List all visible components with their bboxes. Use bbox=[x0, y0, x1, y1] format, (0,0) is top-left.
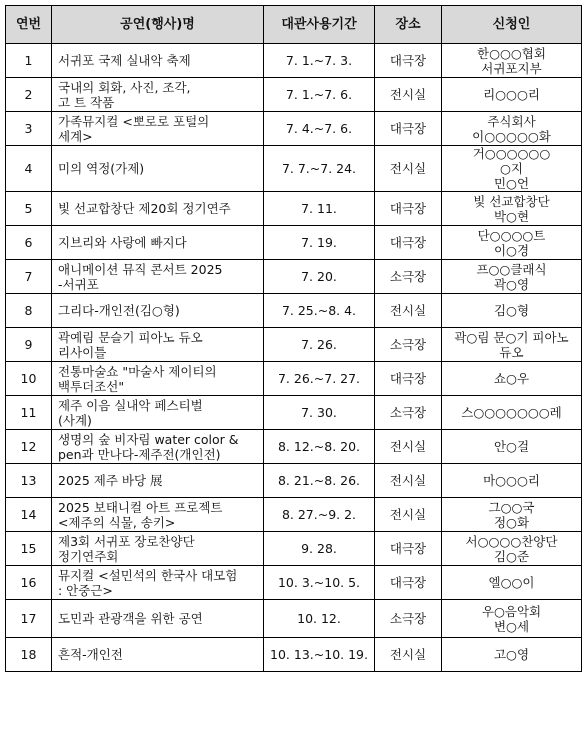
row-number-cell: 6 bbox=[6, 226, 52, 260]
event-title-cell: 그리다-개인전(김○형) bbox=[52, 294, 264, 328]
header-venue: 장소 bbox=[375, 6, 442, 44]
header-title: 공연(행사)명 bbox=[52, 6, 264, 44]
row-number-cell: 7 bbox=[6, 260, 52, 294]
row-number-cell: 15 bbox=[6, 532, 52, 566]
table-row bbox=[6, 532, 582, 566]
table-row bbox=[6, 146, 582, 192]
applicant-cell: 빛 선교합창단 박○현 bbox=[442, 192, 582, 226]
event-title-cell: 제3회 서귀포 장로찬양단 정기연주회 bbox=[52, 532, 264, 566]
applicant-cell: 고○영 bbox=[442, 638, 582, 672]
rental-period-cell: 7. 26.~7. 27. bbox=[264, 362, 375, 396]
row-number-cell: 12 bbox=[6, 430, 52, 464]
event-title-cell: 도민과 관광객을 위한 공연 bbox=[52, 600, 264, 638]
venue-cell: 대극장 bbox=[375, 362, 442, 396]
table-row bbox=[6, 396, 582, 430]
row-number-cell: 18 bbox=[6, 638, 52, 672]
venue-cell: 대극장 bbox=[375, 44, 442, 78]
applicant-cell: 주식회사 이○○○○○화 bbox=[442, 112, 582, 146]
event-title-cell: 미의 역정(가제) bbox=[52, 146, 264, 192]
event-title-cell: 뮤지컬 <설민석의 한국사 대모험 : 안중근> bbox=[52, 566, 264, 600]
row-number-cell: 4 bbox=[6, 146, 52, 192]
event-title-cell: 2025 보태니컬 아트 프로젝트 <제주의 식물, 송키> bbox=[52, 498, 264, 532]
rental-schedule-table bbox=[5, 5, 582, 672]
venue-cell: 대극장 bbox=[375, 192, 442, 226]
rental-period-cell: 7. 11. bbox=[264, 192, 375, 226]
rental-period-cell: 7. 1.~7. 3. bbox=[264, 44, 375, 78]
rental-period-cell: 8. 27.~9. 2. bbox=[264, 498, 375, 532]
applicant-cell: 단○○○○트 이○경 bbox=[442, 226, 582, 260]
applicant-cell: 리○○○리 bbox=[442, 78, 582, 112]
applicant-cell: 안○걸 bbox=[442, 430, 582, 464]
rental-period-cell: 7. 4.~7. 6. bbox=[264, 112, 375, 146]
table-row bbox=[6, 566, 582, 600]
applicant-cell: 엘○○이 bbox=[442, 566, 582, 600]
venue-cell: 전시실 bbox=[375, 498, 442, 532]
rental-period-cell: 7. 20. bbox=[264, 260, 375, 294]
row-number-cell: 9 bbox=[6, 328, 52, 362]
applicant-cell: 곽○림 문○기 피아노 듀오 bbox=[442, 328, 582, 362]
table-row bbox=[6, 112, 582, 146]
venue-cell: 대극장 bbox=[375, 112, 442, 146]
rental-period-cell: 8. 12.~8. 20. bbox=[264, 430, 375, 464]
event-title-cell: 2025 제주 바당 展 bbox=[52, 464, 264, 498]
table-body bbox=[6, 44, 582, 672]
applicant-cell: 마○○○리 bbox=[442, 464, 582, 498]
table-row bbox=[6, 464, 582, 498]
applicant-cell: 서○○○○찬양단 김○준 bbox=[442, 532, 582, 566]
event-title-cell: 빛 선교합창단 제20회 정기연주 bbox=[52, 192, 264, 226]
venue-cell: 전시실 bbox=[375, 78, 442, 112]
rental-schedule-table-container bbox=[5, 5, 582, 672]
row-number-cell: 16 bbox=[6, 566, 52, 600]
row-number-cell: 14 bbox=[6, 498, 52, 532]
event-title-cell: 서귀포 국제 실내악 축제 bbox=[52, 44, 264, 78]
row-number-cell: 2 bbox=[6, 78, 52, 112]
venue-cell: 전시실 bbox=[375, 146, 442, 192]
rental-period-cell: 7. 30. bbox=[264, 396, 375, 430]
applicant-cell: 거○○○○○○ ○지 민○언 bbox=[442, 146, 582, 192]
rental-period-cell: 10. 3.~10. 5. bbox=[264, 566, 375, 600]
venue-cell: 전시실 bbox=[375, 464, 442, 498]
table-row bbox=[6, 192, 582, 226]
applicant-cell: 김○형 bbox=[442, 294, 582, 328]
venue-cell: 소극장 bbox=[375, 600, 442, 638]
venue-cell: 소극장 bbox=[375, 260, 442, 294]
table-row bbox=[6, 78, 582, 112]
rental-period-cell: 10. 13.~10. 19. bbox=[264, 638, 375, 672]
applicant-cell: 그○○국 정○화 bbox=[442, 498, 582, 532]
table-row bbox=[6, 294, 582, 328]
rental-period-cell: 7. 26. bbox=[264, 328, 375, 362]
table-row bbox=[6, 328, 582, 362]
applicant-cell: 쇼○우 bbox=[442, 362, 582, 396]
event-title-cell: 애니메이션 뮤직 콘서트 2025 -서귀포 bbox=[52, 260, 264, 294]
event-title-cell: 제주 이음 실내악 페스티벌 (사계) bbox=[52, 396, 264, 430]
event-title-cell: 전통마술쇼 "마술사 제이티의 백투더조선" bbox=[52, 362, 264, 396]
venue-cell: 대극장 bbox=[375, 532, 442, 566]
row-number-cell: 1 bbox=[6, 44, 52, 78]
table-row bbox=[6, 362, 582, 396]
event-title-cell: 흔적-개인전 bbox=[52, 638, 264, 672]
venue-cell: 전시실 bbox=[375, 294, 442, 328]
event-title-cell: 곽예림 문슬기 피아노 듀오 리사이틀 bbox=[52, 328, 264, 362]
table-row bbox=[6, 226, 582, 260]
header-applicant: 신청인 bbox=[442, 6, 582, 44]
header-no: 연번 bbox=[6, 6, 52, 44]
table-row bbox=[6, 430, 582, 464]
applicant-cell: 한○○○협회 서귀포지부 bbox=[442, 44, 582, 78]
table-row bbox=[6, 498, 582, 532]
row-number-cell: 3 bbox=[6, 112, 52, 146]
row-number-cell: 13 bbox=[6, 464, 52, 498]
venue-cell: 소극장 bbox=[375, 328, 442, 362]
applicant-cell: 우○음악회 변○세 bbox=[442, 600, 582, 638]
row-number-cell: 5 bbox=[6, 192, 52, 226]
applicant-cell: 스○○○○○○○레 bbox=[442, 396, 582, 430]
table-row bbox=[6, 44, 582, 78]
table-row bbox=[6, 638, 582, 672]
rental-period-cell: 7. 25.~8. 4. bbox=[264, 294, 375, 328]
rental-period-cell: 7. 7.~7. 24. bbox=[264, 146, 375, 192]
venue-cell: 소극장 bbox=[375, 396, 442, 430]
table-row bbox=[6, 600, 582, 638]
applicant-cell: 프○○클래식 곽○영 bbox=[442, 260, 582, 294]
row-number-cell: 8 bbox=[6, 294, 52, 328]
venue-cell: 대극장 bbox=[375, 226, 442, 260]
venue-cell: 전시실 bbox=[375, 638, 442, 672]
venue-cell: 전시실 bbox=[375, 430, 442, 464]
table-row bbox=[6, 260, 582, 294]
rental-period-cell: 8. 21.~8. 26. bbox=[264, 464, 375, 498]
rental-period-cell: 10. 12. bbox=[264, 600, 375, 638]
row-number-cell: 11 bbox=[6, 396, 52, 430]
event-title-cell: 지브리와 사랑에 빠지다 bbox=[52, 226, 264, 260]
table-header-row bbox=[6, 6, 582, 44]
rental-period-cell: 7. 19. bbox=[264, 226, 375, 260]
rental-period-cell: 7. 1.~7. 6. bbox=[264, 78, 375, 112]
row-number-cell: 10 bbox=[6, 362, 52, 396]
event-title-cell: 가족뮤지컬 <뽀로로 포털의 세계> bbox=[52, 112, 264, 146]
header-period: 대관사용기간 bbox=[264, 6, 375, 44]
row-number-cell: 17 bbox=[6, 600, 52, 638]
rental-period-cell: 9. 28. bbox=[264, 532, 375, 566]
venue-cell: 대극장 bbox=[375, 566, 442, 600]
event-title-cell: 국내의 회화, 사진, 조각, 고 트 작품 bbox=[52, 78, 264, 112]
event-title-cell: 생명의 숲 비자림 water color & pen과 만나다-제주전(개인전) bbox=[52, 430, 264, 464]
